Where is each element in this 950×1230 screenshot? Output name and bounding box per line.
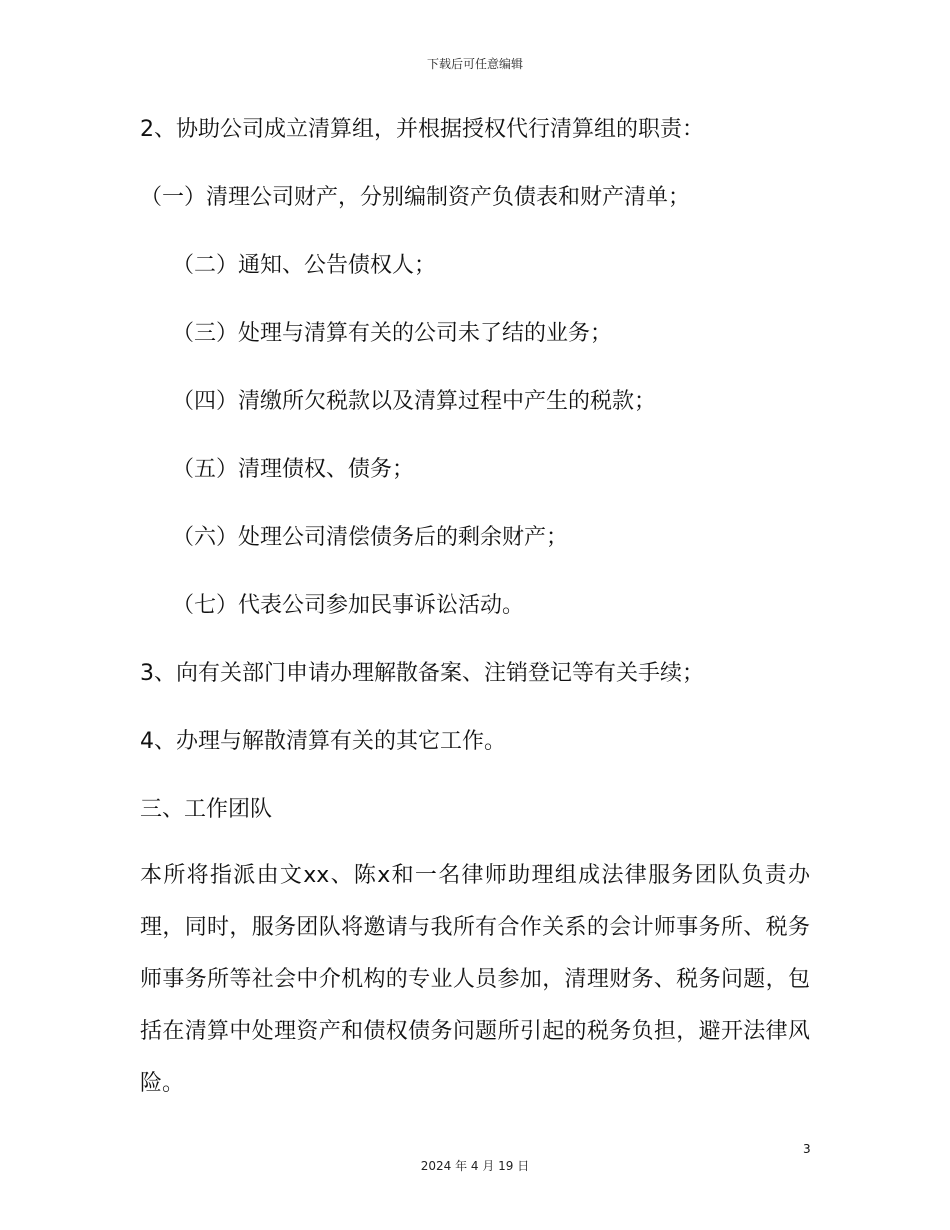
sub-item-5: （五）清理债权、债务； [172, 457, 415, 482]
list-item-4: 4、办理与解散清算有关的其它工作。 [140, 729, 506, 754]
page-header: 下载后可任意编辑 [426, 57, 523, 71]
sub-item-3: （三）处理与清算有关的公司未了结的业务； [172, 321, 613, 346]
section-heading: 三、工作团队 [140, 797, 273, 822]
page-footer-date: 2024 年 4 月 19 日 [420, 1159, 530, 1173]
team-paragraph: 本所将指派由文xx、陈x和一名律师助理组成法律服务团队负责办理，同时，服务团队将邀请与我所有合作关系的会计师事务所、税务师事务所等社会中介机构的专业人员参加，清理财务、税务问题，包括在清算中处理资产和债权债务问题所引起的税务负担，避开法律风险。 [140, 863, 810, 1096]
list-item-3: 3、向有关部门申请办理解散备案、注销登记等有关手续； [140, 661, 704, 686]
page-number: 3 [803, 1142, 811, 1156]
sub-item-6: （六）处理公司清偿债务后的剩余财产； [172, 525, 569, 550]
sub-item-7: （七）代表公司参加民事诉讼活动。 [172, 593, 525, 618]
sub-item-2: （二）通知、公告债权人； [172, 253, 437, 278]
list-item-2: 2、协助公司成立清算组，并根据授权代行清算组的职责： [140, 117, 704, 142]
sub-item-4: （四）清缴所欠税款以及清算过程中产生的税款； [172, 389, 657, 414]
sub-item-1: （一）清理公司财产，分别编制资产负债表和财产清单； [140, 185, 691, 210]
